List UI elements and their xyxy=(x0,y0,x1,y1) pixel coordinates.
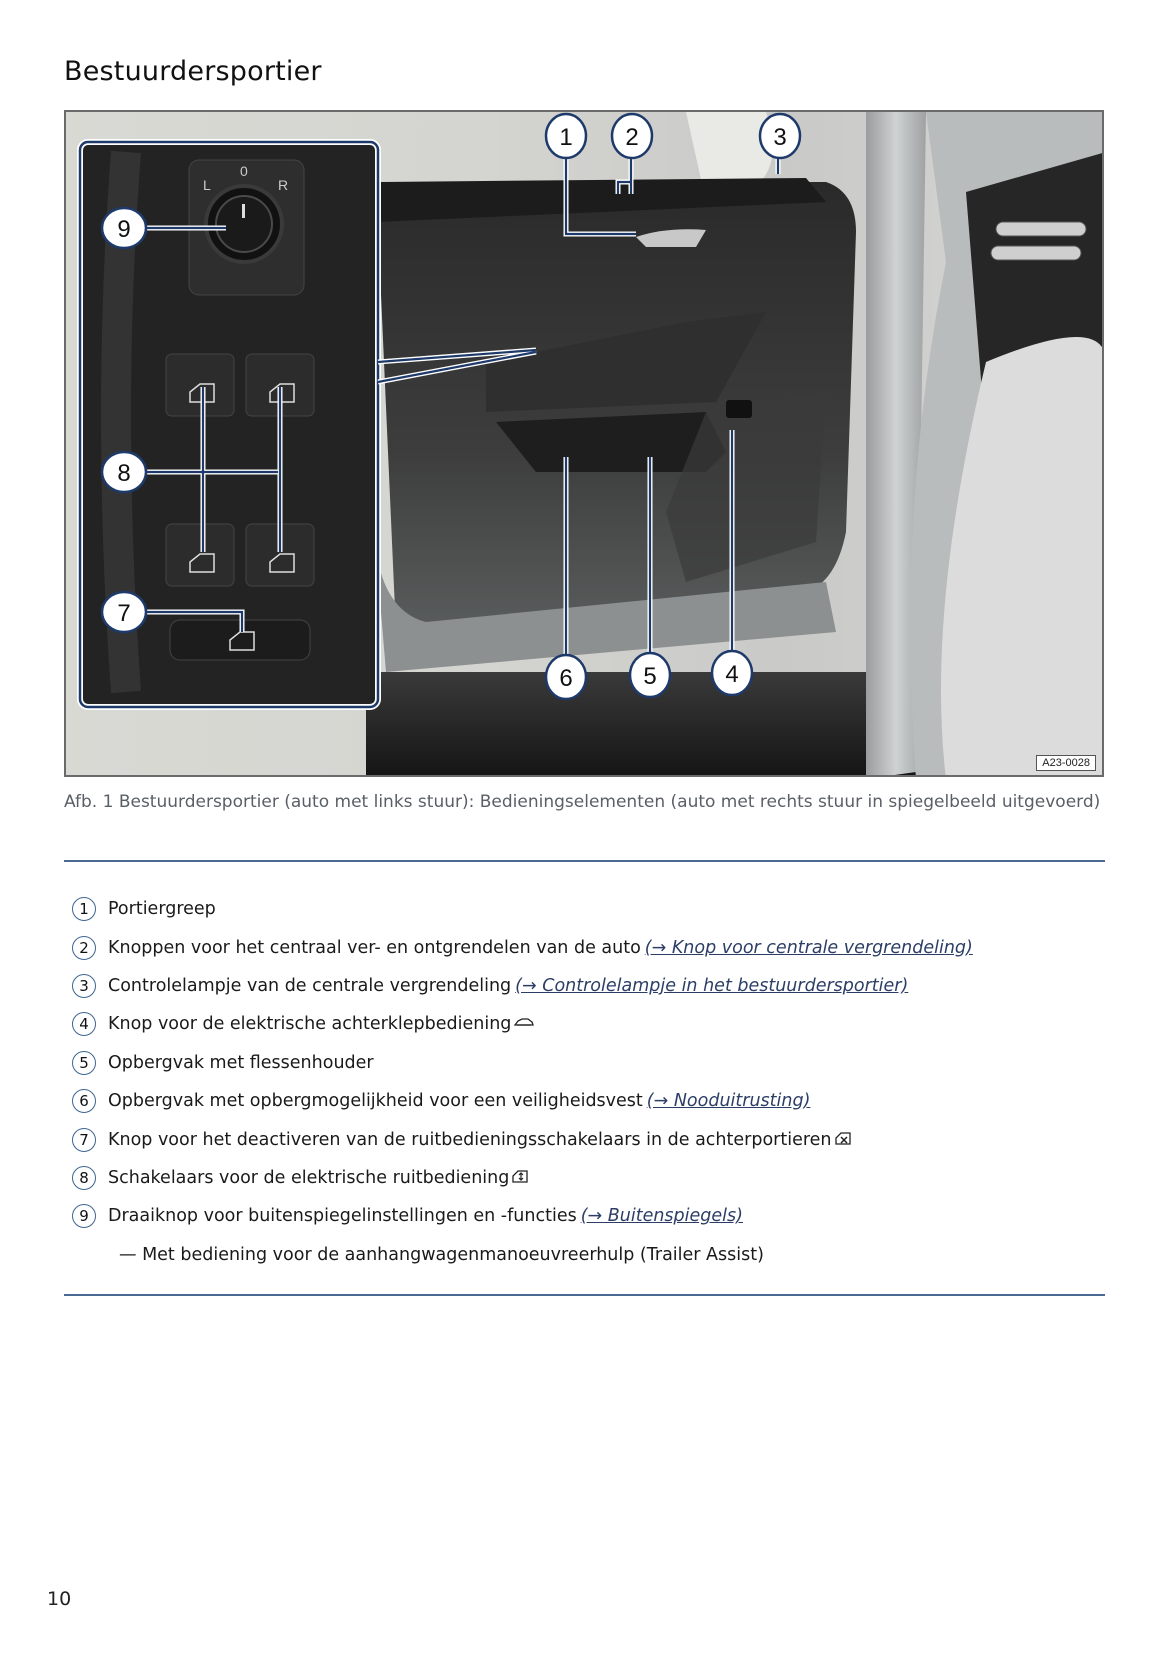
legend-sub-item-trailer-assist: — Met bediening voor de aanhangwagenmanoeuvreerhulp (Trailer Assist) xyxy=(119,1244,764,1265)
mirror-label-right: R xyxy=(278,177,289,193)
link-nooduitrusting[interactable]: (→ Nooduitrusting) xyxy=(646,1091,811,1112)
item-text: Controlelampje van de centrale vergrendeling xyxy=(108,975,512,996)
legend-list xyxy=(72,890,1112,1274)
item-number-badge: 3 xyxy=(72,974,96,998)
svg-text:6: 6 xyxy=(559,665,573,692)
item-text: Draaiknop voor buitenspiegelinstellingen en -functies xyxy=(108,1206,577,1227)
figure-code: A23-0028 xyxy=(1036,755,1096,771)
svg-text:5: 5 xyxy=(643,663,657,690)
item-text: Opbergvak met flessenhouder xyxy=(108,1052,374,1073)
legend-item-5 xyxy=(72,1044,1112,1082)
window-switch-icon xyxy=(512,1169,528,1187)
legend-item-8 xyxy=(72,1159,1112,1197)
item-text: Knoppen voor het centraal ver- en ontgrendelen van de auto xyxy=(108,937,641,958)
svg-text:7: 7 xyxy=(117,600,131,627)
figure-caption: Afb. 1 Bestuurdersportier (auto met links stuur): Bedieningselementen (auto met rechts stuur in spiegelbeeld uitgevoerd) xyxy=(64,792,1101,812)
page-title: Bestuurdersportier xyxy=(64,56,322,87)
legend-item-4 xyxy=(72,1005,1112,1043)
legend-item-9 xyxy=(72,1197,1112,1235)
legend-item-6 xyxy=(72,1082,1112,1120)
item-number-badge: 1 xyxy=(72,897,96,921)
callout-8 xyxy=(102,452,146,492)
svg-text:4: 4 xyxy=(725,661,739,688)
item-number-badge: 8 xyxy=(72,1166,96,1190)
svg-text:2: 2 xyxy=(625,124,639,151)
divider-bottom xyxy=(64,1294,1105,1296)
door-figure xyxy=(64,110,1104,777)
link-knop-centrale-vergrendeling[interactable]: (→ Knop voor centrale vergrendeling) xyxy=(644,937,973,958)
item-text: Schakelaars voor de elektrische ruitbediening xyxy=(108,1167,510,1188)
callout-5 xyxy=(630,653,670,697)
link-buitenspiegels[interactable]: (→ Buitenspiegels) xyxy=(580,1206,743,1227)
link-controlelampje[interactable]: (→ Controlelampje in het bestuurdersportier) xyxy=(515,975,909,996)
item-number-badge: 6 xyxy=(72,1089,96,1113)
item-number-badge: 9 xyxy=(72,1204,96,1228)
svg-text:1: 1 xyxy=(559,124,573,151)
legend-item-3 xyxy=(72,967,1112,1005)
divider-top xyxy=(64,860,1105,862)
item-text: Knop voor het deactiveren van de ruitbedieningsschakelaars in de achterportieren xyxy=(108,1129,832,1150)
callout-6 xyxy=(546,655,586,699)
callout-3 xyxy=(760,114,800,158)
svg-text:8: 8 xyxy=(117,460,131,487)
item-number-badge: 2 xyxy=(72,936,96,960)
mirror-label-center: 0 xyxy=(240,163,248,179)
item-text: Portiergreep xyxy=(108,899,216,920)
door-illustration xyxy=(66,112,1104,777)
legend-item-2 xyxy=(72,928,1112,966)
item-text: Opbergvak met opbergmogelijkheid voor een veiligheidsvest xyxy=(108,1091,643,1112)
tailgate-icon xyxy=(514,1016,534,1032)
mirror-label-left: L xyxy=(203,177,211,193)
callout-4 xyxy=(712,651,752,695)
page-number: 10 xyxy=(47,1588,72,1610)
item-number-badge: 4 xyxy=(72,1012,96,1036)
svg-text:3: 3 xyxy=(773,124,787,151)
legend-item-1 xyxy=(72,890,1112,928)
callout-1 xyxy=(546,114,586,158)
item-number-badge: 5 xyxy=(72,1051,96,1075)
legend-item-7 xyxy=(72,1120,1112,1158)
svg-text:9: 9 xyxy=(117,216,131,243)
callout-2 xyxy=(612,114,652,158)
window-lock-icon xyxy=(835,1131,851,1149)
callout-7 xyxy=(102,592,146,632)
item-text: Knop voor de elektrische achterklepbediening xyxy=(108,1014,512,1035)
callout-9 xyxy=(102,208,146,248)
item-number-badge: 7 xyxy=(72,1128,96,1152)
